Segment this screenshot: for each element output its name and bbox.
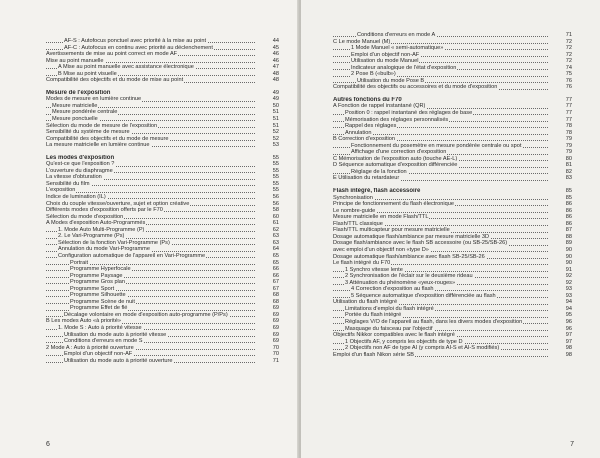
toc-entry-page: 56: [272, 194, 279, 201]
toc-entry-text: Choix du couple vitesse/ouverture, sujet et option créative: [46, 200, 190, 207]
toc-entry-text: 4 Correction d'exposition au flash: [351, 286, 434, 293]
toc-entry-text: 5 Séquence automatique d'exposition différenciée au flash: [351, 292, 496, 299]
toc-entry-page: 68: [272, 292, 279, 299]
toc-entry-page: 55: [272, 174, 279, 181]
toc-entry-text: Sensibilité du film: [46, 180, 90, 187]
toc-entry-page: 78: [565, 123, 572, 130]
toc-entry-page: 61: [272, 220, 279, 227]
toc-entry-page: 85: [565, 194, 572, 201]
toc-entry-text: Compatibilité des objectifs et du mode de mesure: [46, 135, 169, 142]
toc-entry-page: 46: [272, 57, 279, 64]
toc-entry-page: 65: [272, 259, 279, 266]
toc-entry-page: 48: [272, 70, 279, 77]
toc-entry-page: 90: [565, 246, 572, 253]
toc-entry-page: 53: [272, 142, 279, 149]
toc-entry-text: Utilisation du mode auto à priorité ouverture: [64, 357, 173, 364]
toc-entry-page: 68: [272, 298, 279, 305]
toc-entry-page: 47: [272, 64, 279, 71]
toc-entry-page: 55: [272, 161, 279, 168]
toc-entry-page: 67: [272, 279, 279, 286]
toc-entry-page: 98: [565, 351, 572, 358]
toc-entry-page: 48: [272, 77, 279, 84]
toc-entry-text: E Utilisation du retardateur: [333, 175, 400, 182]
toc-entry-page: 69: [272, 331, 279, 338]
toc-entry-page: 96: [565, 325, 572, 332]
toc-entry-title: [333, 352, 548, 359]
toc-entry-page: 90: [565, 253, 572, 260]
toc-entry-page: 70: [272, 351, 279, 358]
toc-entry-title: [333, 319, 548, 326]
toc-entry-text: 1. Mode Auto Multi-Programme (P): [58, 226, 145, 233]
toc-entry-page: 52: [272, 135, 279, 142]
toc-entry-page: 64: [272, 246, 279, 253]
toc-entry: [46, 358, 279, 365]
toc-entry-title: [333, 84, 548, 91]
left-page: [0, 0, 299, 458]
toc-entry-page: 97: [565, 332, 572, 339]
toc-entry-page: 51: [272, 122, 279, 129]
toc-entry-text: Conditions d'erreurs en mode A: [357, 32, 436, 38]
toc-entry-page: 67: [272, 285, 279, 292]
toc-entry-page: 55: [272, 154, 279, 161]
toc-entry-page: 66: [272, 272, 279, 279]
toc-entry-text: 2 Synchronisation de l'éclair sur le deuxième rideau: [345, 273, 473, 280]
toc-entry-text: Les modes d'exposition: [46, 154, 115, 161]
toc-entry-text: C Mémorisation de l'exposition auto (touche AE-L): [333, 155, 458, 162]
toc-entry-page: 69: [272, 311, 279, 318]
toc-entry-title: [333, 175, 548, 182]
toc-gap: [333, 91, 572, 94]
toc-entry-text: Le nombre-guide: [333, 207, 376, 214]
toc-entry-text: Décalage volontaire en mode d'exposition auto-programme (P/Ps): [64, 311, 228, 318]
page-number-right: 7: [570, 441, 574, 448]
toc-entry-page: 95: [565, 312, 572, 319]
toc-entry-page: 52: [272, 129, 279, 136]
toc-entry-text: A Mise au point manuelle avec assistance électronique: [58, 64, 194, 71]
toc-entry-page: 79: [565, 136, 572, 143]
toc-entry: [333, 84, 572, 91]
toc-entry-text: Programme Hyperfocale: [70, 266, 131, 273]
toc-entry-page: 78: [565, 129, 572, 136]
toc-entry: [46, 142, 279, 149]
toc-entry-page: 76: [565, 84, 572, 91]
toc-entry-page: 44: [272, 38, 279, 44]
toc-entry-page: 66: [272, 266, 279, 273]
toc-entry-page: 92: [565, 273, 572, 280]
toc-entry-text: Mesure de l'exposition: [46, 89, 111, 96]
toc-entry-text: Dosage flash/ambiance avec le flash SB accessoire (ou SB-25/SB-26): [333, 240, 508, 247]
toc-gap: [333, 182, 572, 185]
toc-entry-text: La mesure matricielle en lumière continue: [46, 142, 150, 149]
toc-entry-text: B Les modes Auto «à priorité»: [46, 318, 121, 325]
toc-entry-text: B Correction d'exposition: [333, 136, 396, 143]
toc-entry-text: 3 Atténuation du phénomène «yeux-rouges»: [345, 279, 456, 286]
toc-entry-page: 92: [565, 279, 572, 286]
toc-entry-text: A Fonction de rappel instantané (QR): [333, 103, 426, 110]
toc-entry-page: 74: [565, 64, 572, 71]
toc-entry-page: 72: [565, 58, 572, 65]
toc-entry-page: 76: [565, 77, 572, 84]
toc-entry-page: 77: [565, 96, 572, 103]
toc-entry-text: 1 Synchro vitesse lente: [345, 266, 403, 273]
toc-entry-text: Sélection de la fonction Vari-Programme (Ps): [58, 239, 170, 246]
toc-entry-text: Limitations d'emploi du flash intégré: [345, 305, 434, 312]
toc-entry-page: 94: [565, 305, 572, 312]
toc-entry-text: avec emploi d'un objectif non «type D»: [333, 246, 429, 253]
toc-entry-page: 63: [272, 239, 279, 246]
toc-entry-page: 51: [272, 116, 279, 123]
toc-entry-page: 60: [272, 213, 279, 220]
toc-entry-text: Sélection du mode de mesure de l'exposition: [46, 122, 158, 129]
toc-entry-page: 50: [272, 102, 279, 109]
toc-entry-page: 93: [565, 292, 572, 299]
toc-entry-text: Réglages V/O de l'appareil au flash, dans les divers modes d'exposition: [345, 318, 523, 325]
toc-entry-page: 69: [272, 305, 279, 312]
toc-entry-page: 88: [565, 233, 572, 240]
toc-entry-text: Mise au point manuelle: [46, 57, 104, 64]
toc-left: [46, 38, 279, 364]
toc-entry-text: C Le mode Manuel (M): [333, 38, 391, 45]
toc-entry-text: D Séquence automatique d'exposition différenciée: [333, 162, 458, 169]
toc-entry-text: Rappel des réglages: [345, 123, 397, 130]
toc-entry-page: 91: [565, 266, 572, 273]
toc-entry-title: [46, 77, 255, 84]
toc-entry-text: 1 Mode Manuel « semi-automatique»: [351, 45, 444, 52]
toc-entry-page: 55: [272, 167, 279, 174]
toc-entry-text: Utilisation du mode Manuel: [351, 58, 419, 65]
toc-entry-text: B Mise au point visuelle: [58, 70, 117, 77]
toc-entry-page: 90: [565, 260, 572, 267]
toc-entry-text: Synchronisation: [333, 194, 373, 201]
toc-entry-text: Annulation du mode Vari-Programme: [58, 246, 150, 253]
toc-entry-page: 71: [565, 32, 572, 38]
toc-entry-text: Flash/TTL multicapteur pour mesure matricielle: [333, 227, 450, 234]
toc-entry-text: Programme Paysage: [70, 272, 123, 279]
toc-entry-page: 55: [272, 180, 279, 187]
toc-entry-title: [46, 358, 255, 365]
toc-entry-page: 72: [565, 51, 572, 58]
toc-entry-page: 86: [565, 220, 572, 227]
toc-entry-page: 69: [272, 324, 279, 331]
toc-entry-text: Avertissements de mise au point correct en mode AF: [46, 51, 178, 58]
toc-entry-page: 98: [565, 345, 572, 352]
toc-entry-text: Configuration automatique de l'appareil en Vari-Programme: [58, 252, 206, 259]
toc-entry-text: Fonctionnement du posemètre en mesure pondérée centrale ou spot: [351, 142, 522, 149]
page-number-left: 6: [46, 441, 50, 448]
toc-entry-text: Masquage du faisceau par l'objectif: [345, 325, 433, 332]
toc-entry-text: 2 Objectifs non AF de type AI (y compris AI-S et AI-S modifiés): [345, 345, 500, 352]
toc-entry-text: Flash/TTL classique: [333, 220, 383, 227]
toc-entry-page: 72: [565, 38, 572, 45]
toc-entry-text: Compatibilité des objectifs ou accessoires et du mode d'exposition: [333, 84, 498, 91]
toc-gap: [46, 84, 279, 87]
toc-entry-text: La vitesse d'obturation: [46, 174, 102, 181]
toc-entry-page: 49: [272, 96, 279, 103]
toc-entry-page: 89: [565, 240, 572, 247]
toc-entry-text: Le flash intégré du F70: [333, 260, 391, 267]
toc-gap: [46, 149, 279, 152]
toc-entry-page: 94: [565, 299, 572, 306]
toc-entry-page: 83: [565, 175, 572, 182]
toc-entry-text: Indicateur analogique de l'état d'exposition: [351, 64, 457, 71]
right-page: [301, 0, 600, 458]
toc-entry: [333, 175, 572, 182]
toc-entry-page: 97: [565, 338, 572, 345]
toc-entry-text: Programme Gros plan: [70, 279, 126, 286]
toc-entry-page: 51: [272, 109, 279, 116]
toc-entry-text: Principe de fonctionnement du flash électronique: [333, 201, 454, 208]
toc-entry-text: Mémorisation des réglages personnalisés: [345, 116, 449, 123]
toc-entry-text: Position 0 : rappel instantané des réglages de base: [345, 110, 473, 117]
toc-entry-page: 87: [565, 227, 572, 234]
toc-entry-page: 86: [565, 201, 572, 208]
toc-entry-page: 71: [272, 357, 279, 364]
toc-entry-text: Annulation: [345, 129, 372, 136]
toc-entry-text: 2. Le Vari-Programme (Ps): [58, 233, 125, 240]
toc-entry-text: Sélection du mode d'exposition: [46, 213, 124, 220]
toc-entry: [333, 352, 572, 359]
toc-entry-text: Sensibilité du système de mesure: [46, 129, 130, 136]
toc-entry-text: L'ouverture du diaphragme: [46, 167, 113, 174]
toc-entry-text: Programme Scène de nuit: [70, 298, 135, 305]
toc-entry-text: Modes de mesure en lumière continue: [46, 96, 142, 103]
toc-entry-text: 2 Mode A : Auto à priorité ouverture: [46, 344, 134, 351]
toc-entry-title: [46, 142, 255, 149]
toc-right: [333, 32, 572, 358]
toc-entry-page: 77: [565, 103, 572, 110]
toc-entry-text: 1 Objectifs AF, y compris les objectifs de type D: [345, 338, 463, 345]
toc-entry-text: Programme Silhouette: [70, 292, 126, 299]
toc-entry-text: Programme Effet de flé: [70, 305, 128, 312]
toc-entry-page: 58: [272, 207, 279, 214]
toc-entry-page: 45: [272, 44, 279, 51]
toc-entry-page: 63: [272, 233, 279, 240]
toc-entry-text: Programme Sport: [70, 285, 115, 292]
toc-entry-text: Compatibilité des objectifs et du mode de mise au point: [46, 77, 184, 84]
toc-entry-text: Conditions d'erreurs en mode S: [64, 338, 143, 345]
toc-entry-page: 69: [272, 338, 279, 345]
toc-entry-text: Mesure ponctuelle: [52, 116, 98, 123]
toc-entry-text: Portée du flash intégré: [345, 312, 402, 319]
toc-entry-text: Objectifs Nikkor compatibles avec le flash intégré: [333, 332, 455, 339]
toc-entry-text: AF-S : Autofocus ponctuel avec priorité à la mise au point: [64, 38, 207, 44]
toc-entry: [46, 77, 279, 84]
toc-entry-text: Utilisation du mode auto à priorité vitesse: [64, 331, 167, 338]
toc-entry-text: Utilisation du flash intégré: [333, 299, 398, 306]
toc-entry-page: 62: [272, 226, 279, 233]
toc-entry-text: Mesure matricielle: [52, 102, 98, 109]
toc-entry-text: Mesure matricielle en mode Flash/TTL: [333, 214, 429, 221]
toc-entry-page: 75: [565, 71, 572, 78]
toc-entry-text: Affichage d'une correction d'exposition: [351, 149, 447, 156]
toc-entry-text: 1. Mode S : Auto à priorité vitesse: [58, 324, 142, 331]
toc-entry-page: 82: [565, 168, 572, 175]
toc-entry-text: A Modes d'exposition Auto-Programmés: [46, 220, 146, 227]
toc-entry-page: 70: [272, 344, 279, 351]
toc-entry-text: Emploi d'un objectif non-AF: [351, 51, 420, 58]
toc-entry-page: 56: [272, 200, 279, 207]
toc-entry-page: 77: [565, 110, 572, 117]
toc-entry-text: Emploi d'un objectif non-AF: [64, 351, 133, 358]
toc-entry-text: AF-C : Autofocus en continu avec priorité au déclenchement: [64, 44, 213, 51]
toc-entry-text: Portrait: [70, 259, 89, 266]
toc-entry-page: 46: [272, 51, 279, 58]
toc-entry-page: 96: [565, 318, 572, 325]
toc-entry-page: 86: [565, 207, 572, 214]
toc-entry-text: 2 Pose B («bulb»): [351, 71, 396, 78]
toc-entry-text: Autres fonctions du F70: [333, 96, 402, 103]
toc-entry-text: Différents modes d'exposition offerts par le F70: [46, 207, 163, 214]
toc-entry-page: 93: [565, 286, 572, 293]
toc-entry-page: 49: [272, 89, 279, 96]
toc-entry-page: 55: [272, 187, 279, 194]
toc-entry-text: Dosage automatique flash/ambiance par mesure matricielle 3D: [333, 233, 490, 240]
toc-entry-page: 65: [272, 252, 279, 259]
toc-entry-page: 79: [565, 149, 572, 156]
toc-entry-text: Utilisation du mode Pose B: [357, 77, 425, 84]
toc-entry-text: Flash intégré, flash accessoire: [333, 188, 421, 195]
toc-entry-text: Indice de lumination (IL): [46, 194, 106, 201]
toc-entry-page: 80: [565, 155, 572, 162]
toc-entry-page: 86: [565, 214, 572, 221]
toc-entry-text: Réglage de la fonction: [351, 168, 407, 175]
toc-entry-text: Mesure pondérée centrale: [52, 109, 118, 116]
toc-entry-text: Qu'est-ce que l'exposition ?: [46, 161, 115, 168]
toc-entry-page: 81: [565, 162, 572, 169]
toc-entry-text: Emploi d'un flash Nikon série SB: [333, 351, 414, 358]
toc-entry-page: 79: [565, 142, 572, 149]
toc-entry-page: 69: [272, 318, 279, 325]
toc-entry-page: 77: [565, 116, 572, 123]
toc-entry-text: Dosage automatique flash/ambiance avec flash SB-25/SB-26: [333, 253, 485, 260]
toc-entry-text: L'exposition: [46, 187, 76, 194]
toc-entry-page: 85: [565, 188, 572, 195]
toc-entry-page: 72: [565, 45, 572, 52]
